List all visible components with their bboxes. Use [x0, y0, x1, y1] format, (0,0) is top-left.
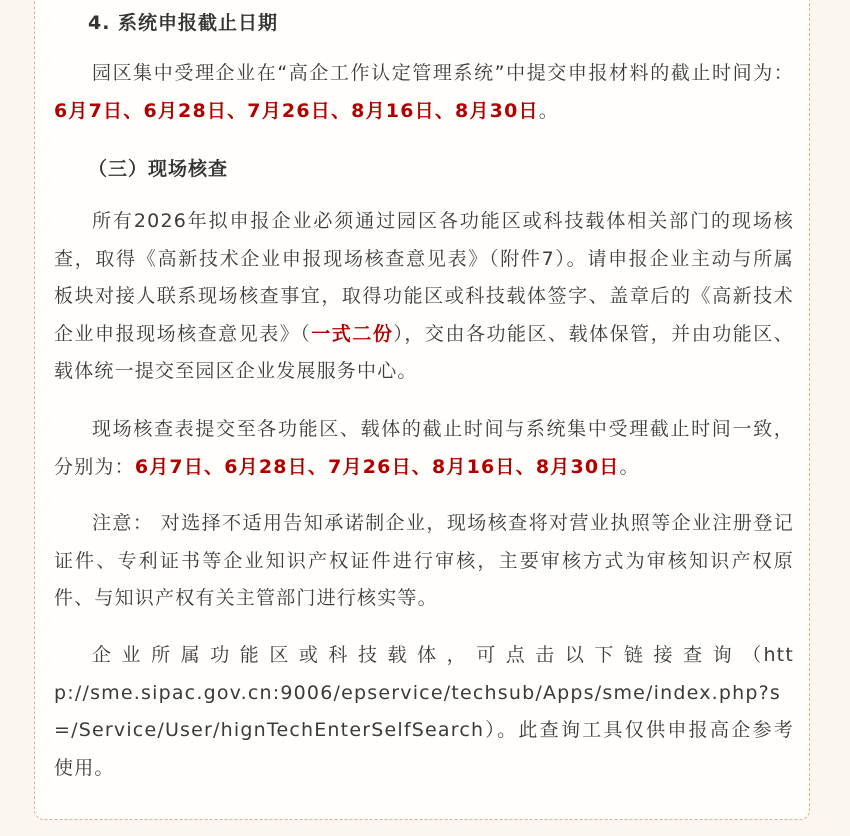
section-3-heading: （三）现场核查 — [88, 158, 229, 180]
inspection-paragraph — [54, 203, 794, 391]
inspection-text-a: 所有2026年拟申报企业必须通过园区各功能区或科技载体相关部门的现场核查，取得《高新技术企业申报现场核查意见表》（附件7）。请申报企业主动与所属板块对接人联系现场核查事宜，取得功能区或科技载体签字、盖章后的《高新技术企业申报现场核查意见表》（ — [54, 210, 794, 345]
inspection-text-b: ），交由各功能区、载体保管，并由功能区、载体统一提交至园区企业发展服务中心。 — [54, 322, 794, 382]
note-paragraph: 注意： 对选择不适用告知承诺制企业，现场核查将对营业执照等企业注册登记证件、专利证书等企业知识产权证件进行审核，主要审核方式为审核知识产权原件、与知识产权有关主管部门进行核实等。 — [54, 512, 794, 609]
submission-lead: 现场核查表提交至各功能区、载体的截止时间与系统集中受理截止时间一致，分别为： — [54, 418, 794, 478]
deadline-dates: 6月7日、6月28日、7月26日、8月16日、8月30日 — [54, 99, 539, 122]
copies-note: 一式二份 — [311, 322, 394, 345]
deadline-paragraph — [54, 55, 794, 130]
lookup-end: 。此查询工具仅供申报高企参考使用。 — [54, 719, 794, 779]
lookup-link[interactable]: （http://sme.sipac.gov.cn:9006/epservice/techsub/Apps/sme/index.php?s=/Service/User/hignTechEnterSelfSearch） — [54, 644, 794, 741]
lookup-paragraph — [54, 637, 794, 787]
deadline-end: 。 — [538, 99, 559, 122]
deadline-lead: 园区集中受理企业在“高企工作认定管理系统”中提交申报材料的截止时间为： — [92, 62, 794, 84]
submission-dates: 6月7日、6月28日、7月26日、8月16日、8月30日 — [134, 455, 620, 478]
section-4-heading: 4. 系统申报截止日期 — [88, 12, 279, 34]
submission-paragraph — [54, 411, 794, 486]
submission-end: 。 — [619, 455, 640, 478]
lookup-lead: 企业所属功能区或科技载体，可点击以下链接查询 — [92, 644, 743, 666]
